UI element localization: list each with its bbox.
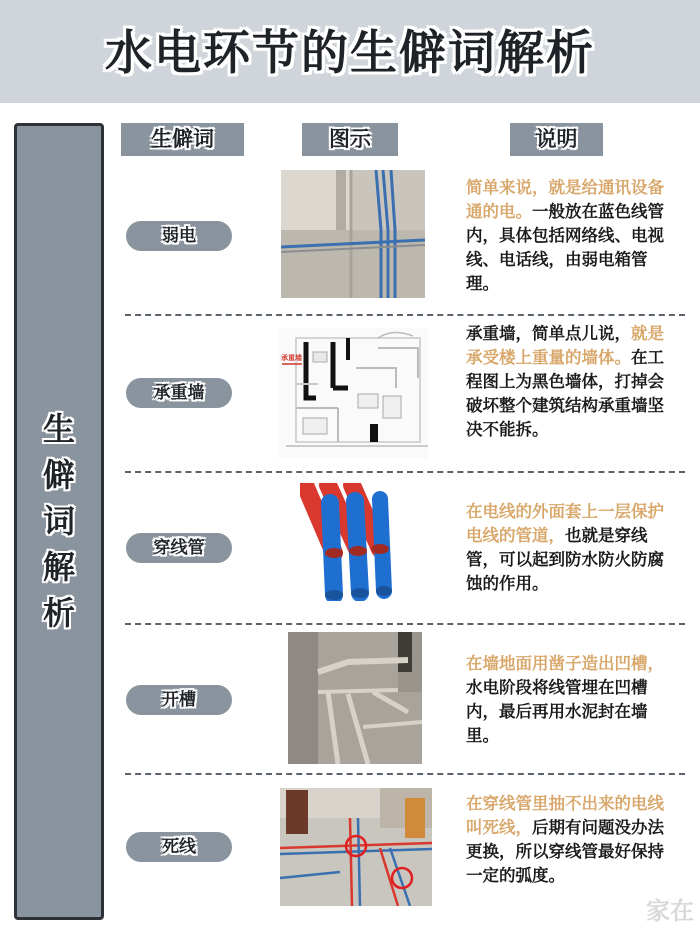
sidebar-label: [17, 406, 101, 636]
term-label: 死线: [126, 832, 232, 862]
sidebar-char: 生: [42, 410, 75, 448]
description-text: 一般放在蓝色线管内，具体包括网络线、电视线、电话线，由弱电箱管理。: [466, 202, 664, 293]
term-row: [110, 168, 700, 306]
description-highlight: 简单来说，就是给通讯设备通的电。: [466, 178, 664, 221]
sidebar-char: 解: [42, 548, 75, 586]
floor-plan-label: 承重墙: [281, 354, 302, 362]
page-title: 水电环节的生僻词解析: [105, 26, 595, 81]
description-highlight: 在穿线管里抽不出来的电线叫死线，: [466, 794, 664, 837]
description-text: 也就是穿线管，可以起到防水防火防腐蚀的作用。: [466, 526, 664, 593]
column-header-desc: 说明: [510, 123, 603, 156]
term-description: [466, 500, 672, 596]
row-divider: [125, 623, 685, 625]
sidebar-char: 僻: [42, 456, 75, 494]
term-row: [110, 320, 700, 470]
description-text: 承重墙，简单点儿说，: [466, 324, 631, 343]
term-description: [466, 176, 672, 296]
term-label: 穿线管: [126, 533, 232, 563]
term-description: [466, 652, 672, 748]
title-banner: [0, 0, 700, 103]
description-text: 后期有问题没办法更换，所以穿线管最好保持一定的弧度。: [466, 818, 664, 885]
watermark: 家在: [646, 897, 694, 925]
term-row: [110, 478, 700, 618]
term-row: [110, 630, 700, 770]
term-row: [110, 780, 700, 920]
column-header-term: 生僻词: [121, 123, 244, 156]
floor-wiring-photo: [280, 788, 432, 906]
term-description: [466, 322, 672, 442]
term-description: [466, 792, 672, 888]
floor-plan: [278, 328, 428, 458]
description-highlight: 在电线的外面套上一层保护电线的管道，: [466, 502, 664, 545]
term-label: 承重墙: [126, 378, 232, 408]
description-highlight: 就是承受楼上重量的墙体。: [466, 324, 664, 367]
description-text: 在工程图上为黑色墙体，打掉会破坏整个建筑结构承重墙坚决不能拆。: [466, 348, 664, 439]
description-highlight: 在墙地面用凿子造出凹槽，: [466, 654, 664, 673]
description-text: 水电阶段将线管埋在凹槽内，最后再用水泥封在墙里。: [466, 678, 648, 745]
floor-groove-photo: [288, 632, 422, 764]
pipes-photo: [300, 483, 400, 601]
sidebar-char: 词: [42, 502, 75, 540]
row-divider: [125, 471, 685, 473]
sidebar-char: 析: [42, 594, 75, 632]
row-divider: [125, 314, 685, 316]
term-label: 弱电: [126, 221, 232, 251]
column-header-image: 图示: [302, 123, 398, 156]
sidebar: [14, 123, 104, 920]
conduit-wall-photo: [281, 170, 425, 298]
term-label: 开槽: [126, 685, 232, 715]
row-divider: [125, 773, 685, 775]
